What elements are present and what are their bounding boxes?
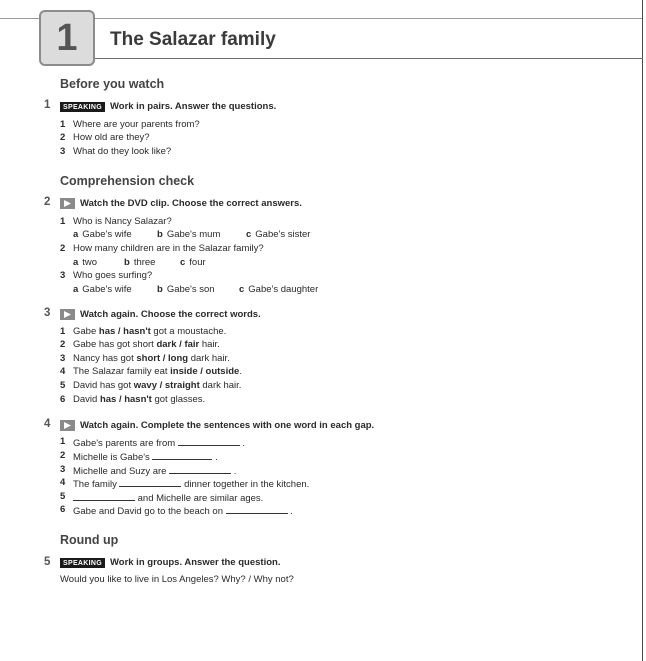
page-edge: [642, 0, 643, 661]
gap-sentence: Gabe's parents are from .: [73, 438, 246, 449]
option-c: c Gabe's sister: [246, 229, 311, 240]
exercise-4-number: 4: [44, 418, 51, 430]
sentence: David has got wavy / straight dark hair.: [73, 380, 242, 391]
option-a: a two: [73, 257, 98, 268]
instruction-text: Work in groups. Answer the question.: [109, 557, 281, 568]
instruction-text: Work in pairs. Answer the questions.: [109, 101, 277, 112]
item-number: 2: [60, 339, 66, 350]
item-number: 1: [60, 216, 66, 227]
question-text: What do they look like?: [73, 146, 172, 157]
item-number: 3: [60, 353, 66, 364]
word-choice[interactable]: inside / outside: [170, 366, 240, 377]
question-text: Would you like to live in Los Angeles? Why? / Why not?: [60, 574, 294, 585]
item-number: 2: [60, 450, 66, 461]
option-b: b Gabe's mum: [157, 229, 221, 240]
answer-gap[interactable]: [152, 450, 212, 460]
exercise-1-instruction: [60, 101, 276, 112]
option-a: a Gabe's wife: [73, 229, 132, 240]
sentence: Gabe has got short dark / fair hair.: [73, 339, 220, 350]
play-icon: [60, 198, 75, 209]
sentence: Gabe has / hasn't got a moustache.: [73, 326, 227, 337]
exercise-1-number: 1: [44, 99, 51, 111]
word-choice[interactable]: short / long: [136, 353, 189, 364]
question-text: How old are they?: [73, 132, 150, 143]
item-number: 1: [60, 326, 66, 337]
unit-number-badge: 1: [39, 10, 95, 66]
play-icon: [60, 420, 75, 431]
item-number: 5: [60, 491, 66, 502]
exercise-3-instruction: [60, 309, 261, 320]
play-icon: [60, 309, 75, 320]
gap-sentence: Michelle is Gabe's .: [73, 452, 218, 463]
sentence: David has / hasn't got glasses.: [73, 394, 206, 405]
item-number: 3: [60, 464, 66, 475]
sentence: The Salazar family eat inside / outside.: [73, 366, 242, 377]
instruction-text: Watch again. Complete the sentences with one word in each gap.: [80, 420, 375, 431]
word-choice[interactable]: has / hasn't: [98, 326, 151, 337]
answer-gap[interactable]: [169, 464, 231, 474]
gap-sentence: The family dinner together in the kitchen.: [73, 479, 310, 490]
item-number: 2: [60, 132, 66, 143]
question-text: How many children are in the Salazar family?: [73, 243, 264, 254]
section-comprehension-check: Comprehension check: [60, 174, 195, 188]
exercise-2-number: 2: [44, 196, 51, 208]
item-number: 4: [60, 366, 66, 377]
top-rule: [0, 18, 643, 19]
item-number: 5: [60, 380, 66, 391]
exercise-4-instruction: [60, 420, 374, 431]
option-c: c four: [180, 257, 206, 268]
instruction-text: Watch again. Choose the correct words.: [80, 309, 261, 320]
gap-sentence: and Michelle are similar ages.: [73, 491, 263, 504]
option-b: b Gabe's son: [157, 284, 215, 295]
page-title: The Salazar family: [110, 29, 276, 50]
title-rule: [95, 58, 643, 59]
exercise-5-instruction: [60, 557, 280, 568]
item-number: 4: [60, 477, 66, 488]
exercise-3-number: 3: [44, 307, 51, 319]
item-number: 6: [60, 504, 66, 515]
answer-gap[interactable]: [119, 477, 181, 487]
question-text: Where are your parents from?: [73, 119, 200, 130]
option-b: b three: [124, 257, 156, 268]
gap-sentence: Michelle and Suzy are .: [73, 466, 237, 477]
section-round-up: Round up: [60, 533, 119, 547]
item-number: 6: [60, 394, 66, 405]
word-choice[interactable]: has / hasn't: [99, 394, 152, 405]
word-choice[interactable]: wavy / straight: [133, 380, 200, 391]
question-text: Who is Nancy Salazar?: [73, 216, 172, 227]
item-number: 3: [60, 146, 66, 157]
option-a: a Gabe's wife: [73, 284, 132, 295]
speaking-badge: SPEAKING: [60, 102, 105, 112]
exercise-5-number: 5: [44, 556, 51, 568]
option-c: c Gabe's daughter: [239, 284, 319, 295]
answer-gap[interactable]: [226, 504, 288, 514]
item-number: 1: [60, 119, 66, 130]
instruction-text: Watch the DVD clip. Choose the correct answers.: [80, 198, 302, 209]
answer-gap[interactable]: [178, 436, 240, 446]
answer-gap[interactable]: [73, 491, 135, 501]
section-before-you-watch: Before you watch: [60, 77, 165, 91]
exercise-2-instruction: [60, 198, 302, 209]
speaking-badge: SPEAKING: [60, 558, 105, 568]
item-number: 3: [60, 270, 66, 281]
gap-sentence: Gabe and David go to the beach on .: [73, 506, 293, 517]
word-choice[interactable]: dark / fair: [156, 339, 200, 350]
item-number: 2: [60, 243, 66, 254]
item-number: 1: [60, 436, 66, 447]
sentence: Nancy has got short / long dark hair.: [73, 353, 230, 364]
question-text: Who goes surfing?: [73, 270, 153, 281]
